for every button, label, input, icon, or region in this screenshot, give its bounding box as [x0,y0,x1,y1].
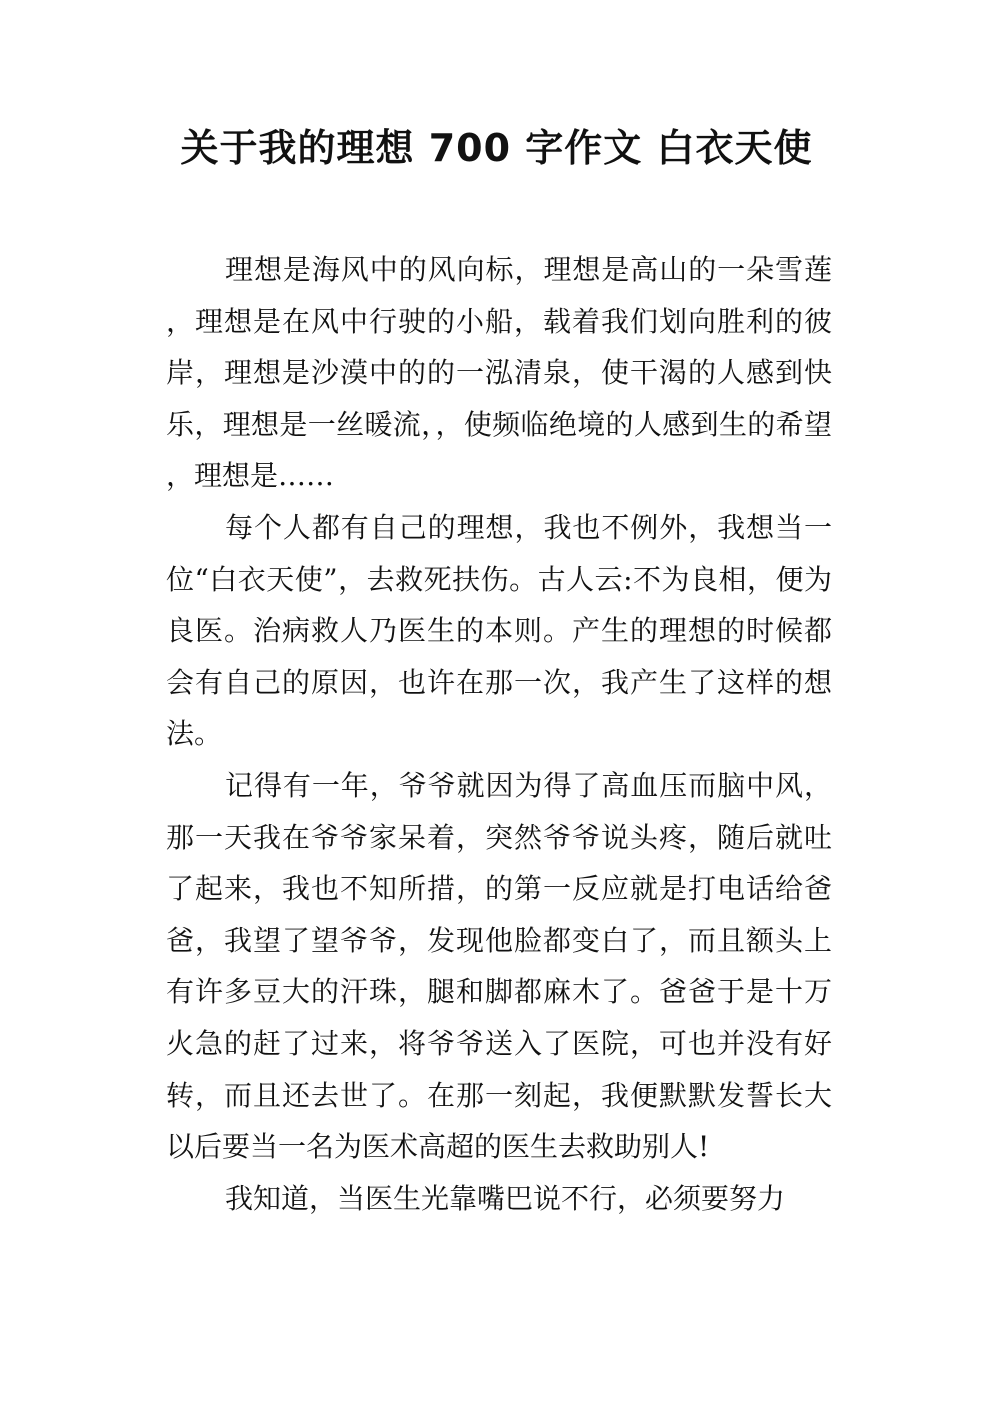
paragraph-2: 每个人都有自己的理想，我也不例外，我想当一位“白衣天使”，去救死扶伤。古人云:不为良相，便为良医。治病救人乃医生的本则。产生的理想的时候都会有自己的原因，也许在那一次，我产生了这样的想法。 [166,510,832,751]
paragraph-1: 理想是海风中的风向标，理想是高山的一朵雪莲，理想是在风中行驶的小船，载着我们划向胜利的彼岸，理想是沙漠中的的一泓清泉，使干渴的人感到快乐，理想是一丝暖流，，使频临绝境的人感到生的希望，理想是…… [166,253,832,493]
document-title: 关于我的理想 700 字作文 白衣天使 [180,126,813,170]
paragraph-3: 记得有一年，爷爷就因为得了高血压而脑中风，那一天我在爷爷家呆着，突然爷爷说头疼，随后就吐了起来，我也不知所措，的第一反应就是打电话给爸爸，我望了望爷爷，发现他脸都变白了，而且额头上有许多豆大的汗珠，腿和脚都麻木了。爸爸于是十万火急的赶了过来，将爷爷送入了医院，可也并没有好转，而且还去世了。在那一刻起，我便默默发誓长大以后要当一名为医术高超的医生去救助别人! [166,768,832,1164]
document-body [166,244,832,1224]
paragraph-4: 我知道，当医生光靠嘴巴说不行，必须要努力 [225,1181,786,1215]
